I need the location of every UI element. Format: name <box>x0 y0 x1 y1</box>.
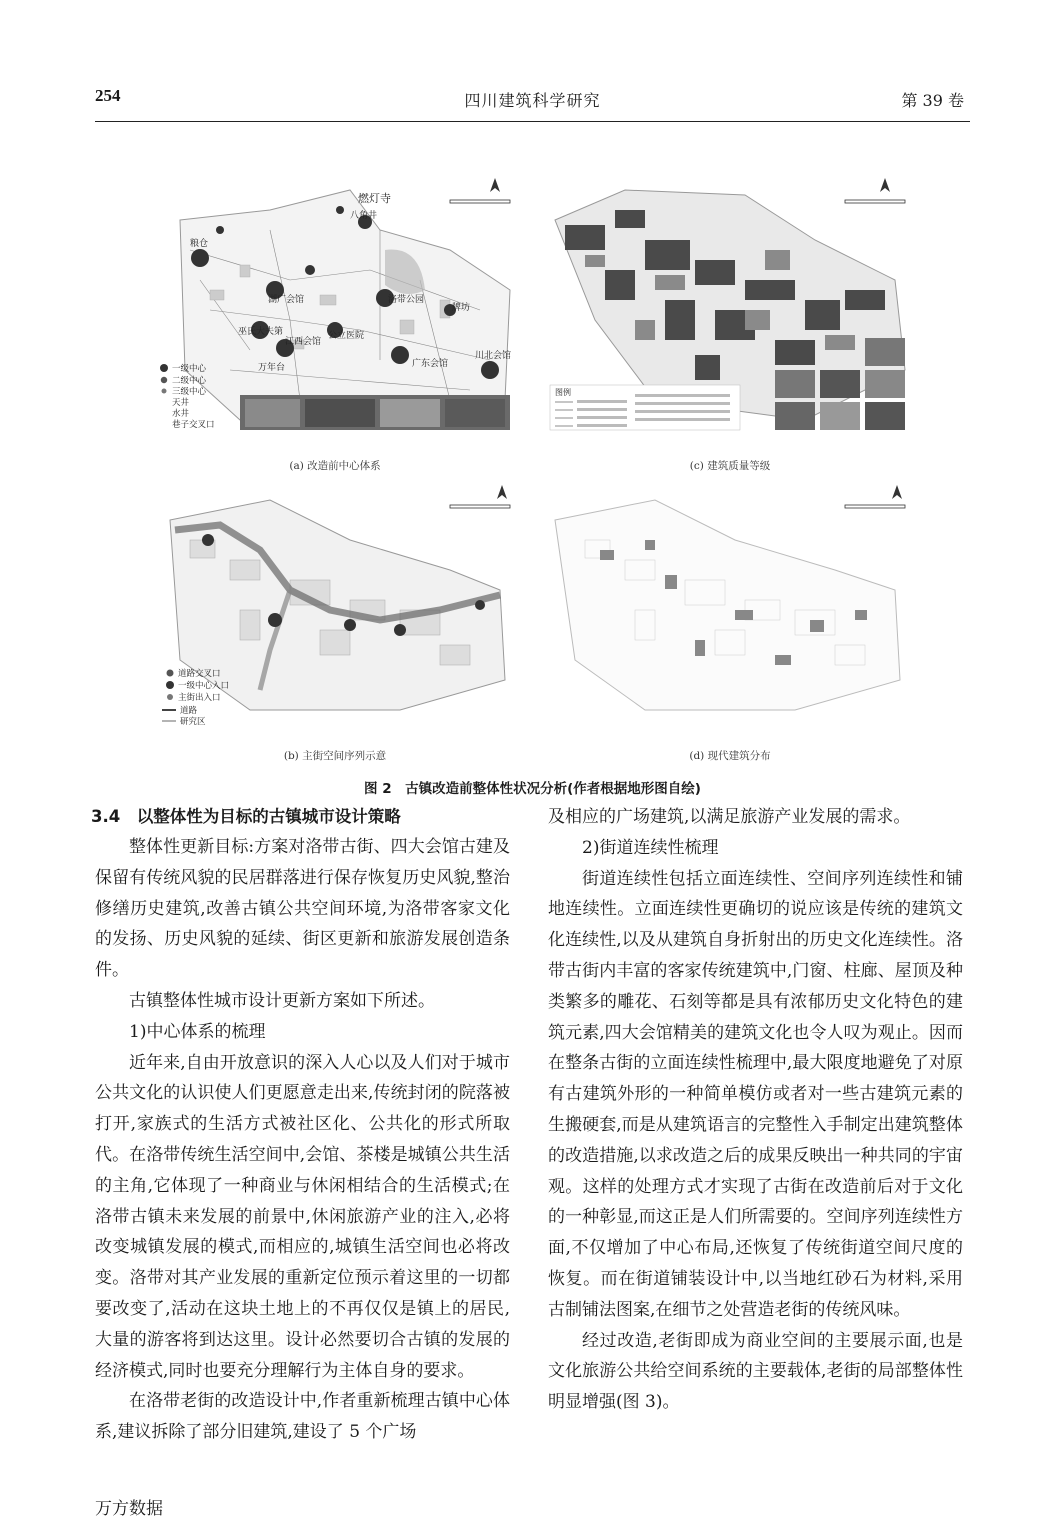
figure-2 <box>150 170 920 770</box>
panel-a-caption: (a) 改造前中心体系 <box>289 460 381 472</box>
right-column <box>548 802 963 1418</box>
north-arrow-c <box>880 178 890 192</box>
svg-text:广东会馆: 广东会馆 <box>412 359 449 369</box>
page-header <box>95 82 970 122</box>
svg-text:主街出入口: 主街出入口 <box>178 693 221 703</box>
scale-bar-b <box>450 505 510 508</box>
scale-bar-c <box>845 200 905 203</box>
svg-text:水井: 水井 <box>172 409 190 419</box>
svg-text:巫氏大夫第: 巫氏大夫第 <box>238 327 284 337</box>
paragraph: 近年来,自由开放意识的深入人心以及人们对于城市公共文化的认识使人们更愿意走出来,传统封闭的院落被打开,家族式的生活方式被社区化、公共化的形式所取代。在洛带传统生活空间中,会馆、茶楼是城镇公共生活的主角,它体现了一种商业与休闲相结合的生活模式;在洛带古镇未来发展的前景中,休闲旅游产业的注入,必将改变城镇发展的模式,而相应的,城镇生活空间也必将改变。洛带对其产业发展的重新定位预示着这里的一切都要改变了,活动在这块土地上的不再仅仅是镇上的居民,大量的游客将到达这里。设计必然要切合古镇的发展的经济模式,同时也要充分理解行为主体自身的要求。 <box>95 1052 510 1381</box>
svg-text:三级中心: 三级中心 <box>172 387 207 397</box>
panel-b-street-sequence <box>150 480 520 762</box>
paragraph: 在洛带老街的改造设计中,作者重新梳理古镇中心体系,建议拆除了部分旧建筑,建设了 5 个广场 <box>95 1391 510 1443</box>
page-number: 254 <box>95 86 121 105</box>
svg-text:道路交叉口: 道路交叉口 <box>178 669 221 679</box>
panel-a-center-system <box>150 170 520 472</box>
svg-text:巷子交叉口: 巷子交叉口 <box>172 420 215 430</box>
panel-c-building-quality <box>545 170 915 472</box>
svg-text:二级中心: 二级中心 <box>172 376 207 386</box>
paragraph: 整体性更新目标:方案对洛带古街、四大会馆古建及保留有传统风貌的民居群落进行保存恢复历史风貌,整治修缮历史建筑,改善古镇公共空间环境,为洛带客家文化的发扬、历史风貌的延续、街区更新和旅游发展创造条件。 <box>95 837 510 981</box>
svg-text:江西会馆: 江西会馆 <box>285 337 322 347</box>
photo-strip <box>240 395 510 430</box>
scale-bar-d <box>845 505 905 508</box>
svg-text:湖广会馆: 湖广会馆 <box>268 295 305 305</box>
journal-title: 四川建筑科学研究 <box>464 91 601 110</box>
map-d <box>545 480 915 742</box>
paragraph: 经过改造,老街即成为商业空间的主要展示面,也是文化旅游公共给空间系统的主要载体,老街的局部整体性明显增强(图 3)。 <box>548 1330 963 1413</box>
volume-label: 第 39 卷 <box>901 91 964 110</box>
svg-text:牌坊: 牌坊 <box>452 303 471 313</box>
section-heading: 3.4 以整体性为目标的古镇城市设计策略 <box>91 807 401 826</box>
svg-text:图例: 图例 <box>555 388 571 397</box>
svg-text:洛带公园: 洛带公园 <box>388 295 425 305</box>
figure-caption: 图 2 古镇改造前整体性状况分析(作者根据地形图自绘) <box>364 781 701 797</box>
svg-text:川北会馆: 川北会馆 <box>475 351 512 361</box>
svg-text:万年台: 万年台 <box>258 363 286 373</box>
subsection-heading: 1)中心体系的梳理 <box>129 1021 266 1042</box>
panel-b-caption: (b) 主街空间序列示意 <box>283 750 387 762</box>
left-column <box>91 802 510 1448</box>
svg-text:公立医院: 公立医院 <box>328 331 365 341</box>
panel-d-caption: (d) 现代建筑分布 <box>689 750 771 762</box>
svg-text:道路: 道路 <box>180 706 198 716</box>
north-arrow-a <box>490 178 500 192</box>
svg-text:粮仓: 粮仓 <box>190 239 209 249</box>
paragraph: 及相应的广场建筑,以满足旅游产业发展的需求。 <box>548 807 911 827</box>
paragraph: 街道连续性包括立面连续性、空间序列连续性和铺地连续性。立面连续性更确切的说应该是传统的建筑文化连续性,以及从建筑自身折射出的历史文化连续性。洛带古街内丰富的客家传统建筑中,门窗、柱廊、屋顶及种类繁多的雕花、石刻等都是具有浓郁历史文化特色的建筑元素,四大会馆精美的建筑文化也令人叹为观止。因而在整条古街的立面连续性梳理中,最大限度地避免了对原有古建筑外形的一种简单模仿或者对一些古建筑元素的生搬硬套,而是从建筑语言的完整性入手制定出建筑整体的改造措施,以求改造之后的成果反映出一种共同的宇宙观。这样的处理方式才实现了古街在改造前后对于文化的一种彰显,而这正是人们所需要的。空间序列连续性方面,不仅增加了中心布局,还恢复了传统街道空间尺度的恢复。而在街道铺装设计中,以当地红砂石为材料,采用古制铺法图案,在细节之处营造老街的传统风味。 <box>548 868 963 1320</box>
svg-text:天井: 天井 <box>172 398 190 408</box>
north-arrow-b <box>497 485 507 499</box>
svg-text:一级中心入口: 一级中心入口 <box>178 681 230 691</box>
scale-bar-a <box>450 200 510 203</box>
center-node <box>191 249 209 267</box>
map-c <box>545 170 915 432</box>
paragraph: 古镇整体性城市设计更新方案如下所述。 <box>129 990 435 1011</box>
footer-watermark: 万方数据 <box>95 1499 163 1519</box>
panel-d-modern-buildings <box>545 480 915 762</box>
svg-text:一级中心: 一级中心 <box>172 364 207 374</box>
svg-text:燃灯寺: 燃灯寺 <box>358 192 391 205</box>
svg-text:八角井: 八角井 <box>350 211 378 221</box>
north-arrow-d <box>892 485 902 499</box>
map-b <box>150 480 520 742</box>
map-a <box>150 170 520 432</box>
subsection-heading: 2)街道连续性梳理 <box>582 837 719 858</box>
svg-text:研究区: 研究区 <box>180 717 206 727</box>
panel-c-caption: (c) 建筑质量等级 <box>689 460 771 472</box>
